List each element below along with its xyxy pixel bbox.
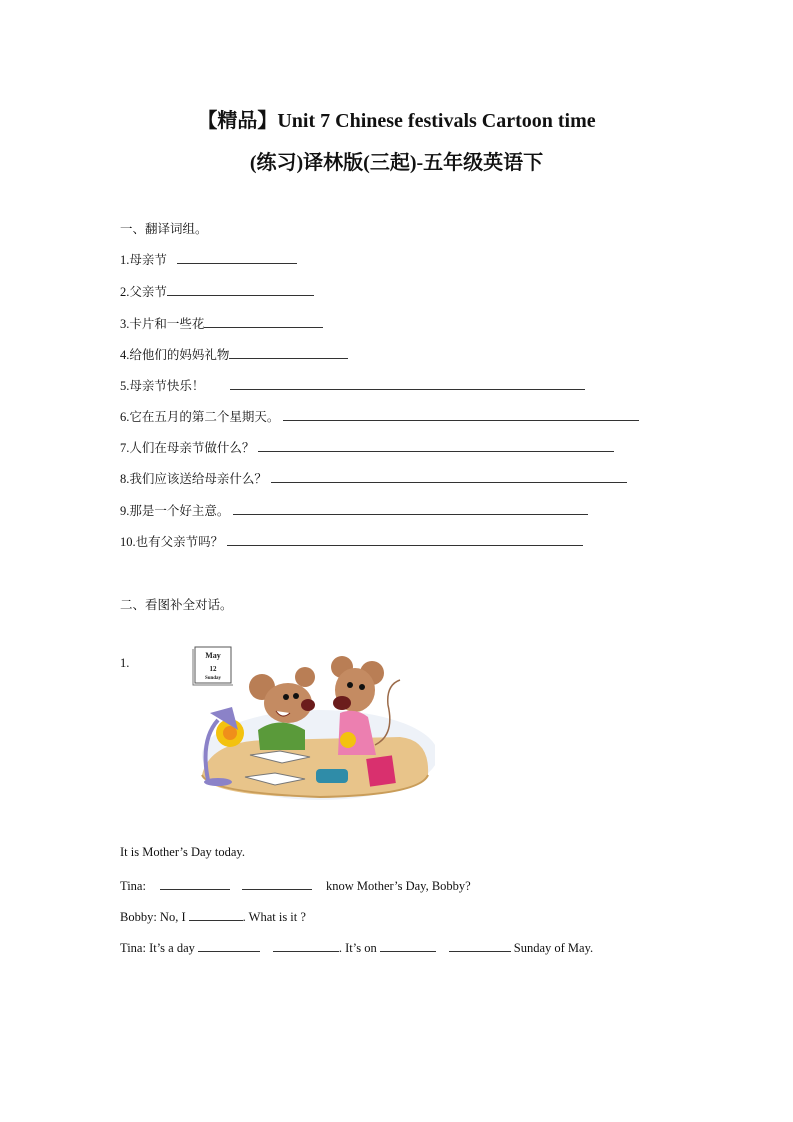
answer-blank[interactable] bbox=[283, 407, 639, 421]
answer-blank[interactable] bbox=[229, 345, 348, 359]
dialogue-intro: It is Mother’s Day today. bbox=[120, 845, 245, 859]
answer-blank[interactable] bbox=[449, 938, 511, 952]
exercise-item-1 bbox=[120, 250, 297, 268]
title-line-1: 【精品】Unit 7 Chinese festivals Cartoon time bbox=[197, 110, 596, 132]
answer-blank[interactable] bbox=[271, 469, 627, 483]
dialogue-text: Bobby: No, I bbox=[120, 910, 186, 924]
answer-blank[interactable] bbox=[167, 282, 314, 296]
item-prompt: 1.母亲节 bbox=[120, 253, 167, 267]
cartoon-mice-illustration bbox=[190, 645, 435, 800]
answer-blank[interactable] bbox=[273, 938, 339, 952]
item-prompt: 7.人们在母亲节做什么？ bbox=[120, 441, 255, 455]
dialogue-line-1 bbox=[120, 876, 471, 894]
dialogue-text: . What is it ? bbox=[242, 910, 306, 924]
item-prompt: 2.父亲节 bbox=[120, 285, 167, 299]
exercise-item-8 bbox=[120, 469, 627, 487]
answer-blank[interactable] bbox=[258, 438, 614, 452]
exercise-item-10 bbox=[120, 532, 583, 550]
answer-blank[interactable] bbox=[189, 907, 243, 921]
dialogue-text: . It’s on bbox=[338, 941, 377, 955]
dialogue-text: Sunday of May. bbox=[513, 941, 594, 955]
item-prompt: 6.它在五月的第二个星期天。 bbox=[120, 410, 280, 424]
dialogue-text: know Mother’s Day, Bobby? bbox=[325, 879, 471, 893]
item-prompt: 8.我们应该送给母亲什么？ bbox=[120, 472, 267, 486]
answer-blank[interactable] bbox=[198, 938, 260, 952]
svg-text:12: 12 bbox=[209, 665, 217, 673]
dialogue-line-2 bbox=[120, 907, 306, 925]
exercise-item-6 bbox=[120, 407, 639, 425]
exercise-item-3 bbox=[120, 314, 323, 332]
speaker-label: Tina: bbox=[120, 879, 146, 893]
answer-blank[interactable] bbox=[204, 314, 323, 328]
svg-text:May: May bbox=[205, 651, 221, 660]
answer-blank[interactable] bbox=[230, 376, 585, 390]
exercise-item-5 bbox=[120, 376, 585, 394]
answer-blank[interactable] bbox=[242, 876, 312, 890]
dialogue-line-3 bbox=[120, 938, 593, 956]
svg-text:Sunday: Sunday bbox=[204, 676, 222, 681]
item-prompt: 3.卡片和一些花 bbox=[120, 317, 205, 331]
item-prompt: 10.也有父亲节吗？ bbox=[120, 535, 224, 549]
exercise-item-7 bbox=[120, 438, 614, 456]
exercise-item-9 bbox=[120, 501, 588, 519]
exercise-item-2 bbox=[120, 282, 314, 300]
section-1-heading: 一、翻译词组。 bbox=[120, 222, 208, 236]
answer-blank[interactable] bbox=[380, 938, 436, 952]
exercise-item-4 bbox=[120, 345, 348, 363]
calendar-icon bbox=[193, 647, 233, 685]
item-prompt: 9.那是一个好主意。 bbox=[120, 504, 230, 518]
dialogue-text: Tina: It’s a day bbox=[120, 941, 195, 955]
item-number: 1. bbox=[120, 656, 130, 670]
answer-blank[interactable] bbox=[160, 876, 230, 890]
answer-blank[interactable] bbox=[233, 501, 588, 515]
title-line-2: (练习)译林版(三起)-五年级英语下 bbox=[249, 152, 544, 174]
item-prompt: 4.给他们的妈妈礼物 bbox=[120, 348, 230, 362]
answer-blank[interactable] bbox=[227, 532, 583, 546]
answer-blank[interactable] bbox=[177, 250, 297, 264]
item-prompt: 5.母亲节快乐！ bbox=[120, 379, 205, 393]
section-2-heading: 二、看图补全对话。 bbox=[120, 598, 233, 612]
